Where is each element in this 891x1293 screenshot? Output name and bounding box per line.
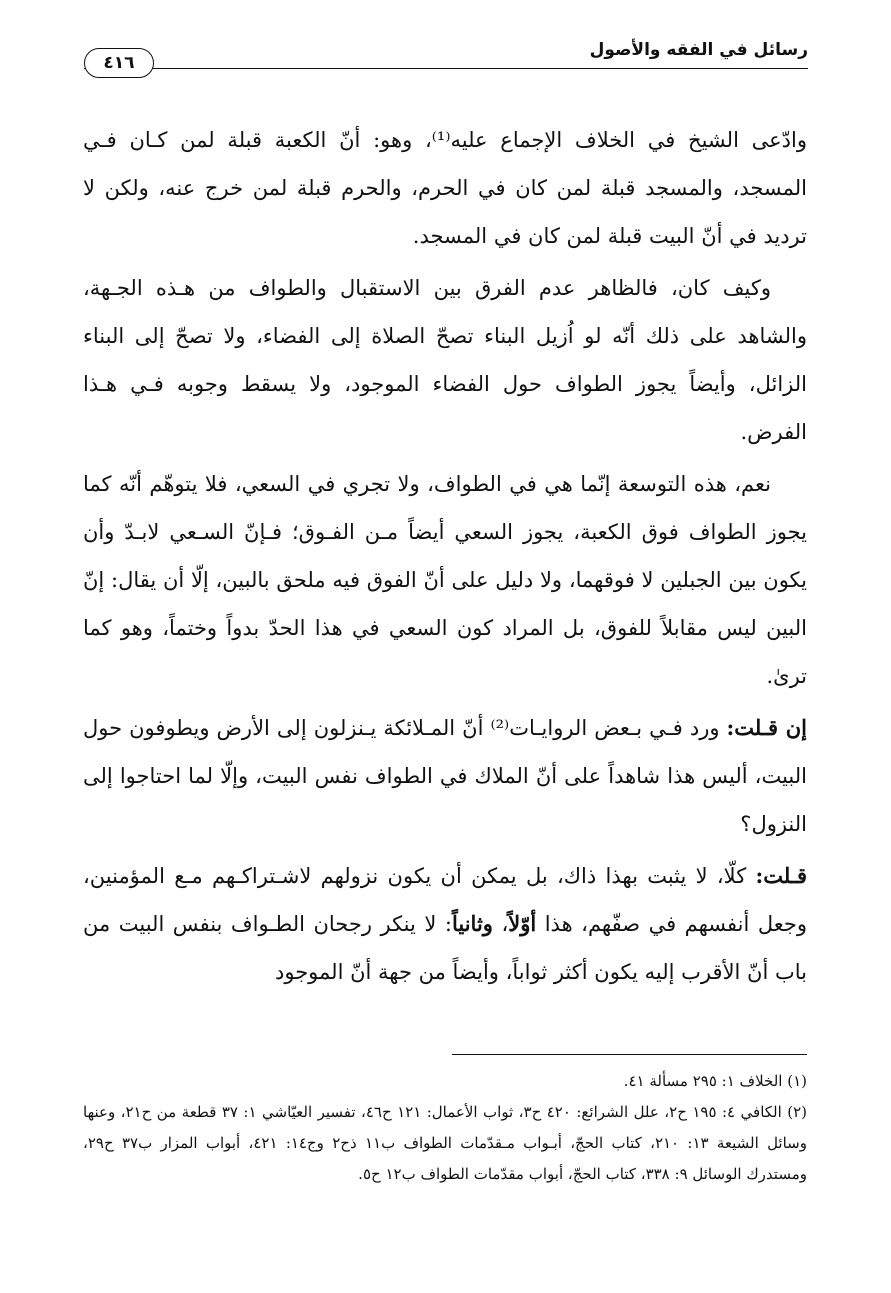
reply-label: قـلت: [755, 863, 807, 888]
footnotes [83, 1066, 807, 1190]
running-title: رسائل في الفقه والأصول [582, 40, 808, 60]
paragraph-2: وكيف كان، فالظاهر عدم الفرق بين الاستقبال والطواف من هـذه الجـهة، والشاهد على ذلك أنّه لو اُزيل البناء تصحّ الصلاة إلى الفضاء، ولا تصحّ إلى البناء الزائل، وأيضاً يجوز الطواف حول الفضاء الموجود، ولا يسقط وجوبه فـي هـذا الفرض. [83, 276, 807, 444]
paragraph-3: نعم، هذه التوسعة إنّما هي في الطواف، ولا تجري في السعي، فلا يتوهّم أنّه كما يجوز الطواف فوق الكعبة، يجوز السعي أيضاً مـن الفـوق؛ فـإنّ السـعي لابـدّ وأن يكون بين الجبلين لا فوقهما، ولا دليل على أنّ الفوق فيه ملحق بالبين، إلّا أن يقال: إنّ البين ليس مقابلاً للفوق، بل المراد كون السعي في هذا الحدّ بدواً وختماً، وهو كما ترىٰ. [83, 472, 807, 688]
paragraph-4-text: ورد فـي بـعض الروايـات⁽²⁾ أنّ المـلائكة يـنزلون إلى الأرض ويطوفون حول البيت، أليس هذا شاهداً على أنّ الملاك في الطواف نفس البيت، وإلّا لما احتاجوا إلى النزول؟ [83, 716, 807, 836]
objection-label: إن قـلت: [726, 715, 807, 740]
paragraph-5-text-c: ، [492, 912, 509, 936]
paragraph-5-text-a: كلّا، لا يثبت بهذا ذاك، بل يمكن أن يكون نزولهم لاشـتراكـهم مـع المؤمنين، وجعل أنفسهم في صفّهم، هذا [83, 864, 808, 936]
page-header [84, 38, 808, 78]
paragraph-5 [83, 852, 807, 996]
paragraph-1: وادّعى الشيخ في الخلاف الإجماع عليه⁽¹⁾، وهو: أنّ الكعبة قبلة لمن كـان فـي المسجد، والمسجد قبلة لمن كان في الحرم، والحرم قبلة لمن خرج عنه، ولكن لا ترديد في أنّ البيت قبلة لمن كان في المسجد. [83, 128, 808, 248]
footnote-2: (٢) الكافي ٤: ١٩٥ ح٢، علل الشرائع: ٤٢٠ ح٣، ثواب الأعمال: ١٢١ ح٤٦، تفسير العيّاشي ١: ٣٧ قطعة من ح٢١، وعنها وسائل الشيعة ١٣: ٢١٠، كتاب الحجّ، أبـواب مـقدّمات الطواف ب١١ ذح٢ وج١٤: ٤٢١، أبواب المزار ب٣٧ ح٢٩، ومستدرك الوسائل ٩: ٣٣٨، كتاب الحجّ، أبواب مقدّمات الطواف ب١٢ ح٥. [83, 1103, 808, 1183]
second-point-label: وثانياً [451, 911, 493, 936]
page-number: ٤١٦ [84, 48, 154, 78]
footnote-rule [452, 1054, 807, 1055]
footnote-1: (١) الخلاف ١: ٢٩٥ مسألة ٤١. [623, 1072, 807, 1090]
first-point-label: أوّلاً [508, 911, 537, 936]
main-text [83, 116, 807, 1000]
paragraph-5-text-d: : لا ينكر رجحان الطـواف بنفس البيت من باب أنّ الأقرب إليه يكون أكثر ثواباً، وأيضاً من جهة أنّ الموجود [83, 912, 807, 984]
header-rule [84, 68, 808, 69]
paragraph-4 [83, 704, 807, 848]
